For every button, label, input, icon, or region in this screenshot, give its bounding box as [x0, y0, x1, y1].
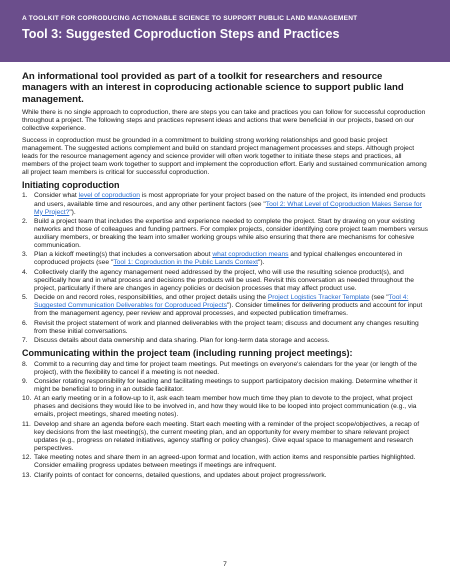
page-number: 7	[223, 561, 227, 568]
step-item	[22, 361, 430, 377]
step-text: Develop and share an agenda before each meeting. Start each meeting with a reminder of the project scope/objectives, a recap of key decisions from the last meeting(s), the current meeting plan, and an opportunity for every member to share relevant project updates (e.g., progress on related initiatives, agency staffing or policy changes). Give equal space to management and research perspectives.	[34, 420, 420, 452]
step-text: Collectively clarify the agency management need addressed by the project, who will use the resulting science product(s), and specifically how and in what process and decisions the products will be used. Revisit this conversation as needed throughout the project, particularly if there are changes in agency policies or decision processes that may affect product use.	[34, 268, 414, 292]
step-item: 5. Decide on and record roles, responsibilities, and other project details using the Project Logistics Tracker Template (see "Tool 4: Suggested Communication Deliverables for Coproduced Projects"). Consider timelines for delivering products and account for input from the management agency, peer review and approval processes, and expected publication timeframes.	[22, 294, 423, 318]
step-text: At an early meeting or in a follow-up to it, ask each team member how much time they plan to devote to the project, what project phases and decisions they would like to be involved in, and how they would like to be looped into project communication (e.g., via emails, project meetings, shared meeting notes).	[34, 395, 417, 419]
step-number: 12.	[22, 454, 32, 462]
main-content	[22, 71, 430, 481]
step-number: 8.	[22, 360, 28, 368]
step-text: Clarify points of contact for concerns, detailed questions, and updates about project progress/work.	[34, 471, 327, 479]
intro-paragraph-1: While there is no single approach to coproduction, there are steps you can take and practices you can follow for successful coproduction throughout a project. The following steps and practices represent ideas and actions that were beneficial in our projects, based on our collective experience.	[22, 109, 426, 133]
step-text: Commit to a recurring day and time for project team meetings. Put meetings on everyone's calendars for the year (or length of the project), with the flexibility to cancel if a meeting is not needed.	[34, 360, 418, 376]
step-text: Build a project team that includes the expertise and experience needed to complete the project. Start by drawing on your existing networks and those of colleagues and funding partners. For complex projects, consider identifying core project team members versus auxiliary members, or breaking the team into smaller working groups while also ensuring that there are mechanisms for cohesive communication.	[34, 217, 429, 250]
step-text: Discuss details about data ownership and data sharing. Plan for long-term data storage and access.	[34, 337, 330, 345]
section-heading-initiating: Initiating coproduction	[22, 179, 120, 190]
step-number: 11.	[22, 420, 31, 428]
header-banner	[0, 0, 450, 62]
step-number: 1.	[22, 192, 28, 200]
toolkit-kicker: A TOOLKIT FOR COPRODUCING ACTIONABLE SCIENCE TO SUPPORT PUBLIC LAND MANAGEMENT	[22, 15, 358, 22]
step-number: 5.	[22, 294, 28, 302]
intro-lead: An informational tool provided as part of a toolkit for researchers and resource managers with an interest in coproducing actionable science to support public land management.	[22, 71, 404, 105]
tool-4-link[interactable]: Tool 4: Suggested Communication Deliverables for Coproduced Projects	[34, 294, 409, 310]
step-number: 4.	[22, 268, 28, 276]
tool-1-link[interactable]: Tool 1: Coproduction in the Public Lands Context	[113, 259, 258, 267]
intro-paragraph-2: Success in coproduction must be grounded in a commitment to building strong working relationships and good basic project management. The suggested actions complement and build on standard project management processes and steps. Although project leads for the resource management agency and science provider will often work together to initiate these steps and practices, all members of the project team work together to support and implement the coproduction effort. Early and sustained communication among all project team members is critical for successful coproduction.	[22, 136, 427, 176]
step-number: 10.	[22, 395, 32, 403]
section-heading-communicating: Communicating within the project team (including running project meetings):	[22, 348, 353, 359]
step-item	[22, 421, 430, 453]
step-text: Consider rotating responsibility for leading and facilitating meetings to support participatory decision making. Determine whether it might be beneficial to bring in an outside facilitator.	[34, 377, 418, 394]
step-item: 3. Plan a kickoff meeting(s) that includes a conversation about what coproduction means and typical challenges encountered in coproduced projects (see "Tool 1: Coproduction in the Public Lands Context").	[22, 251, 403, 267]
step-item	[22, 454, 430, 470]
step-item	[22, 269, 430, 293]
step-text: Take meeting notes and share them in an agreed-upon format and location, with action items and responsible parties highlighted. Consider emailing progress updates between meetings if meetings are infrequent.	[34, 454, 416, 470]
step-number: 2.	[22, 217, 28, 225]
step-number: 7.	[22, 337, 28, 345]
step-text: Revisit the project statement of work and planned deliverables with the project team; discuss and document any changes resulting from these initial conversations.	[34, 319, 419, 335]
what-coproduction-means-link[interactable]: what coproduction means	[212, 251, 289, 259]
initiating-steps-list	[22, 192, 430, 345]
step-item: 1. Consider what level of coproduction is most appropriate for your project based on the nature of the project, its intended end products and users, available time and resources, and any other pertinent factors (see "Tool 2: What Level of Coproduction Makes Sense for My Project?").	[22, 192, 426, 216]
step-number: 3.	[22, 251, 28, 259]
communicating-steps-list	[22, 361, 430, 480]
step-number: 9.	[22, 377, 28, 385]
project-logistics-tracker-link[interactable]: Project Logistics Tracker Template	[267, 294, 370, 302]
step-item	[22, 395, 430, 419]
step-item	[22, 320, 430, 336]
page-title: Tool 3: Suggested Coproduction Steps and Practices	[22, 27, 340, 41]
step-number: 13.	[22, 471, 32, 479]
step-item	[22, 472, 430, 480]
tool-2-link[interactable]: Tool 2: What Level of Coproduction Makes Sense for My Project?	[34, 200, 422, 216]
step-item	[22, 337, 430, 345]
step-item	[22, 378, 430, 394]
level-of-coproduction-link[interactable]: level of coproduction	[78, 192, 140, 200]
step-item	[22, 218, 430, 250]
step-number: 6.	[22, 319, 28, 327]
